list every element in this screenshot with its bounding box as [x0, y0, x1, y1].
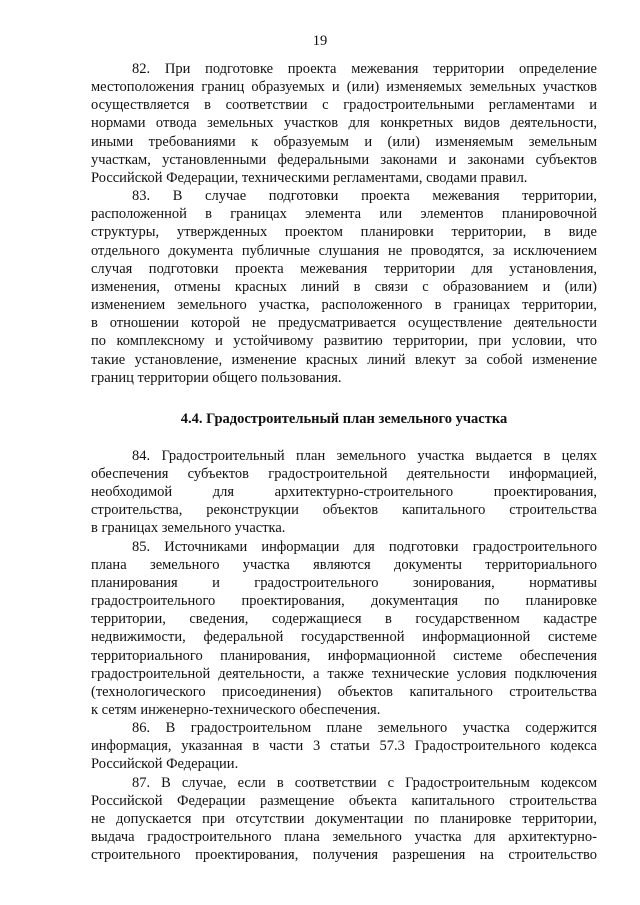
document-body — [91, 60, 597, 864]
paragraph — [91, 774, 597, 865]
paragraph — [91, 447, 597, 538]
text-line: 83. В случае подготовки проекта межевания территории, — [132, 188, 597, 205]
paragraph — [91, 187, 597, 387]
text-line: в отношении которой не предусматривается осуществление деятельности — [91, 315, 597, 332]
text-line: местоположения границ образуемых и (или) изменяемых земельных участков — [91, 79, 597, 96]
text-line: необходимой для архитектурно-строительного проектирования, — [91, 484, 597, 501]
text-line: 85. Источниками информации для подготовки градостроительного — [132, 538, 597, 555]
text-line: (технологического присоединения) объектов капитального строительства — [91, 683, 597, 700]
text-line: обеспечения субъектов градостроительной деятельности информацией, — [91, 465, 597, 482]
text-line: Российской Федерации размещение объекта капитального строительства — [91, 792, 597, 809]
text-line: Российской Федерации. — [91, 756, 239, 773]
text-line: плана земельного участка являются документы территориального — [91, 556, 597, 573]
text-line: изменения, отмены красных линий в связи с образованием и (или) — [91, 278, 597, 295]
text-line: осуществляется в соответствии с градостроительными регламентами и — [91, 97, 597, 114]
text-line: территориального планирования, информационной системе обеспечения — [91, 647, 597, 664]
text-line: случая подготовки проекта межевания территории для установления, — [91, 260, 597, 277]
text-line: такие установление, изменение красных линий влекут за собой изменение — [91, 351, 597, 368]
text-line: градостроительной деятельности, а также технические условия подключения — [91, 665, 597, 682]
text-line: планирования и градостроительного зонирования, нормативы — [91, 574, 597, 591]
text-line: градостроительного проектирования, документация по планировке — [91, 593, 597, 610]
paragraphs-before — [91, 60, 597, 387]
text-line: границ территории общего пользования. — [91, 369, 342, 386]
page-number: 19 — [312, 33, 328, 49]
text-line: 86. В градостроительном плане земельного участка содержится — [132, 720, 597, 737]
text-line: строительного проектирования, получения разрешения на строительство — [91, 847, 597, 864]
text-line: структуры, утвержденных проектом планировки территории, в виде — [91, 224, 597, 241]
text-line: иными требованиями к образуемым и (или) изменяемым земельным — [91, 133, 597, 150]
text-line: 82. При подготовке проекта межевания территории определение — [132, 61, 597, 77]
text-line: строительства, реконструкции объектов капитального строительства — [91, 502, 597, 519]
paragraph — [91, 538, 597, 720]
text-line: недвижимости, федеральной государственной информационной системе — [91, 629, 597, 646]
paragraphs-after — [91, 447, 597, 865]
text-line: расположенной в границах элемента или элементов планировочной — [91, 206, 597, 223]
text-line: отдельного документа публичные слушания не проводятся, за исключением — [91, 242, 597, 259]
text-line: информация, указанная в части 3 статьи 57.3 Градостроительного кодекса — [91, 738, 597, 755]
text-line: выдача градостроительного плана земельного участка для архитектурно- — [91, 829, 597, 846]
text-line: по комплексному и устойчивому развитию территории, при условии, что — [91, 333, 597, 350]
text-line: нормами отвода земельных участков для конкретных видов деятельности, — [91, 115, 597, 132]
text-line: участкам, установленными федеральными законами и законами субъектов — [91, 151, 597, 168]
section-heading: 4.4. Градостроительный план земельного участка — [180, 410, 508, 427]
paragraph — [91, 60, 597, 187]
text-line: 84. Градостроительный план земельного участка выдается в целях — [132, 447, 597, 464]
text-line: территории, сведения, содержащиеся в государственном кадастре — [91, 611, 597, 628]
text-line: в границах земельного участка. — [91, 520, 286, 537]
text-line: изменением земельного участка, расположенного в границах территории, — [91, 297, 597, 314]
text-line: к сетям инженерно-технического обеспечения. — [91, 702, 381, 718]
paragraph — [91, 719, 597, 773]
text-line: 87. В случае, если в соответствии с Градостроительным кодексом — [132, 774, 597, 791]
text-line: Российской Федерации, техническими регламентами, сводами правил. — [91, 169, 528, 186]
text-line: не допускается при отсутствии документации по планировке территории, — [91, 810, 597, 827]
